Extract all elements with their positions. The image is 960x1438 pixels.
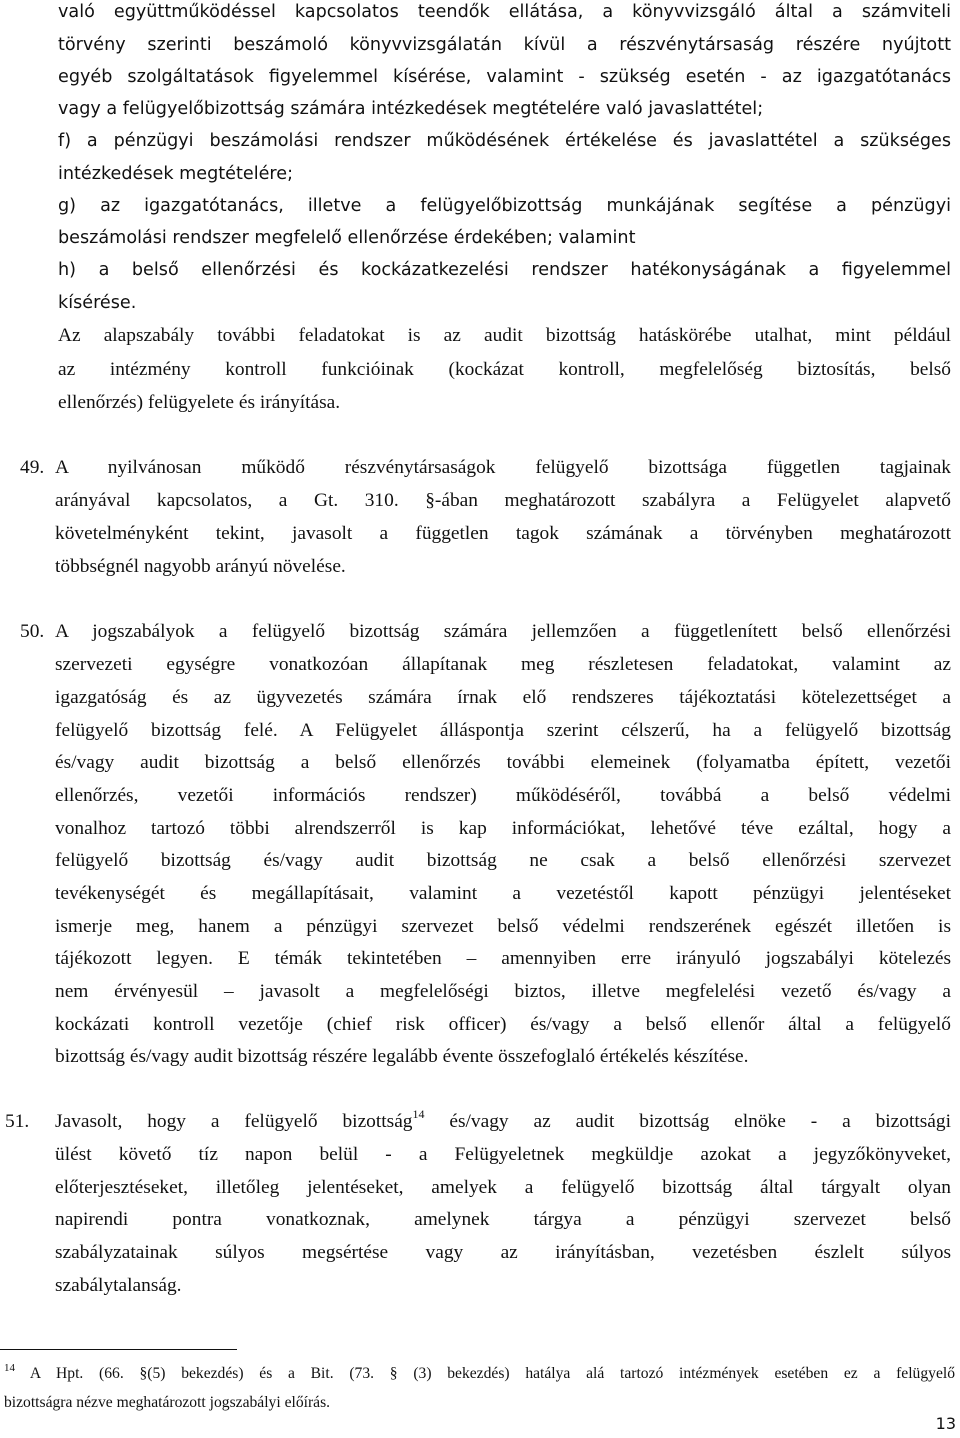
text-line: tájékozott legyen. E témák tekintetében – amennyiben erre irányuló jogszabályi kötelezés: [55, 948, 951, 969]
page-number: 13: [935, 1414, 956, 1433]
text-line: törvény szerinti beszámoló könyvvizsgálatán kívül a részvénytársaság részére nyújtott: [58, 35, 951, 55]
text-line: kockázati kontroll vezetője (chief risk officer) és/vagy a belső ellenőr által a felügyelő: [55, 1014, 951, 1035]
text-line: egyéb szolgáltatások figyelemmel kísérése, valamint - szükség esetén - az igazgatótanács: [58, 67, 951, 87]
text-line: A nyilvánosan működő részvénytársaságok felügyelő bizottsága független tagjainak: [55, 457, 951, 478]
text-line: vagy a felügyelőbizottság számára intézkedések megtételére való javaslattétel;: [58, 99, 764, 119]
text-line: szabálytalanság.: [55, 1275, 182, 1296]
text-line: és/vagy audit bizottság a belső ellenőrzés további elemeinek (folyamatba épített, vezetői: [55, 752, 951, 773]
text-line: többségnél nagyobb arányú növelése.: [55, 556, 346, 577]
text-line: vonalhoz tartozó többi alrendszerről is kap információkat, lehetővé téve ezáltal, hogy a: [55, 818, 951, 839]
text-line: való együttműködéssel kapcsolatos teendők ellátása, a könyvvizsgáló által a számviteli: [58, 2, 951, 22]
footnote-reference[interactable]: 14: [412, 1107, 425, 1121]
text-line: ismerje meg, hanem a pénzügyi szervezet belső védelmi rendszerének egészét illetően is: [55, 916, 951, 937]
footnote-line: [4, 1362, 955, 1382]
paragraph-number: 49.: [20, 457, 45, 478]
text-line: ellenőrzés) felügyelete és irányítása.: [58, 392, 341, 413]
text-line: [55, 1107, 951, 1132]
text-line: szabályzatainak súlyos megsértése vagy az irányításban, vezetésben észlelt súlyos: [55, 1242, 951, 1263]
text-line: az intézmény kontroll funkcióinak (kockázat kontroll, megfelelőség biztosítás, belső: [58, 359, 951, 380]
text-line: intézkedések megtételére;: [58, 164, 294, 184]
text-line: követelményként tekint, javasolt a független tagok számának a törvényben meghatározott: [55, 523, 951, 544]
text-line: ülést követő tíz napon belül - a Felügyeletnek megküldje azokat a jegyzőkönyveket,: [55, 1144, 951, 1165]
text-line: bizottság és/vagy audit bizottság részére legalább évente összefoglaló értékelés készítése.: [55, 1046, 749, 1067]
text-line: beszámolási rendszer megfelelő ellenőrzése érdekében; valamint: [58, 228, 636, 248]
paragraph-number: 50.: [20, 621, 45, 642]
paragraph-number: 51.: [5, 1111, 30, 1132]
text-line: felügyelő bizottság és/vagy audit bizottság ne csak a belső ellenőrzési szervezet: [55, 850, 951, 871]
text-segment: Javasolt, hogy a felügyelő bizottság: [55, 1111, 413, 1132]
footnote-text: A Hpt. (66. §(5) bekezdés) és a Bit. (73. § (3) bekezdés) hatálya alá tartozó intézmények esetében ez a felügyelő: [15, 1365, 955, 1382]
text-line: ellenőrzés, vezetői információs rendszer) működéséről, továbbá a belső védelmi: [55, 785, 951, 806]
text-line: arányával kapcsolatos, a Gt. 310. §-ában meghatározott szabályra a Felügyelet alapvető: [55, 490, 951, 511]
text-line: Az alapszabály további feladatokat is az audit bizottság hatáskörébe utalhat, mint például: [58, 325, 951, 346]
list-item-f: f) a pénzügyi beszámolási rendszer működésének értékelése és javaslattétel a szükséges: [58, 131, 951, 151]
text-line: felügyelő bizottság felé. A Felügyelet álláspontja szerint célszerű, ha a felügyelő bizottság: [55, 720, 951, 741]
footnote-marker: 14: [4, 1362, 15, 1374]
footnote-separator: [0, 1349, 237, 1350]
text-line: napirendi pontra vonatkoznak, amelynek tárgya a pénzügyi szervezet belső: [55, 1209, 951, 1230]
list-item-h: h) a belső ellenőrzési és kockázatkezelési rendszer hatékonyságának a figyelemmel: [58, 260, 951, 280]
footnote-line: bizottságra nézve meghatározott jogszabályi előírás.: [4, 1394, 331, 1411]
list-item-g: g) az igazgatótanács, illetve a felügyelőbizottság munkájának segítése a pénzügyi: [58, 196, 951, 216]
text-line: nem érvényesül – javasolt a megfelelőségi biztos, illetve megfelelési vezető és/vagy a: [55, 981, 951, 1002]
text-line: A jogszabályok a felügyelő bizottság számára jellemzően a függetlenített belső ellenőrzési: [55, 621, 951, 642]
text-line: kísérése.: [58, 293, 137, 313]
text-segment: és/vagy az audit bizottság elnöke - a bizottsági: [424, 1111, 951, 1132]
text-line: igazgatóság és az ügyvezetés számára írnak elő rendszeres tájékoztatási kötelezettséget a: [55, 687, 951, 708]
text-line: tevékenységét és megállapításait, valamint a vezetéstől kapott pénzügyi jelentéseket: [55, 883, 951, 904]
text-line: előterjesztéseket, illetőleg jelentéseket, amelyek a felügyelő bizottság által tárgyalt olyan: [55, 1177, 951, 1198]
text-line: szervezeti egységre vonatkozóan állapítanak meg részletesen feladatokat, valamint az: [55, 654, 951, 675]
